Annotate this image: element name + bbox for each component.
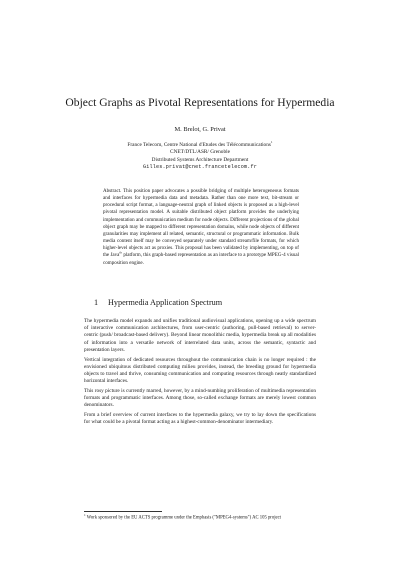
body-paragraph: Vertical integration of dedicated resources throughout the communication chain is no longer required : the envisioned ubiquitous distributed computing milieu provides, instead, the breeding ground for hypermedia objects to travel and thrive, consuming communication and computing resources through neatly standardized horizontal interfaces. [84, 356, 316, 385]
affiliation-line-3: Distributed Systems Architecture Department [151, 156, 249, 163]
abstract-text-2: platform, this graph-based representation as an interface to a prototype MPEG-4 visual composition engine. [103, 252, 299, 266]
affiliation-line-2: CNET/DTL/ASR/ Grenoble [170, 149, 230, 156]
affiliation-line-1 [40, 142, 360, 149]
affiliation-institution: France Telecom, Centre National d'Etudes des Télécommunications [127, 142, 271, 148]
body-paragraph: From a brief overview of current interfaces to the hypermedia galaxy, we try to lay down the specifications for what could be a pivotal format acting as a highest-common-denominator intermediary. [84, 412, 316, 426]
section-title: Hypermedia Application Spectrum [108, 298, 223, 307]
footnote-marker: 1 [270, 140, 273, 145]
body-paragraph: The hypermedia model expands and unifies traditional audiovisual applications, opening up a wide spectrum of interactive communication architectures, from user-centric (authoring, pull-based retrieval) to server-centric (push/ broadcast-based delivery). Beyond linear monolithic media, hypermedia break up all modalities of information into a versatile network of interrelated data units, across the semantic, syntactic and presentation layers. [84, 318, 316, 353]
body-paragraph: This rosy picture is currently marred, however, by a mind-numbing proliferation of multimedia representation formats and programmatic interfaces. Among those, so-called exchange formats are merely lowest common denominators. [84, 388, 316, 409]
author-email: Gilles.privat@cnet.francetelecom.fr [143, 164, 257, 171]
affiliation-block [40, 142, 360, 172]
footnote-text: Work sponsored by the EU ACTS programme under the Emphasis ("MPEG4-systems") AC 105 project [85, 515, 281, 521]
author-list: M. Brelot, G. Privat [174, 126, 226, 133]
footnote [84, 515, 316, 522]
abstract-text-1: Abstract. This position paper advocates a possible bridging of multiple heterogeneous formats and interfaces for hypermedia data and metadata. Rather than one more text, bit-stream or procedural script format, a language-neutral graph of linked objects is proposed as a high-level pivotal representation model. A suitable distributed object platform provides the underlying implementation and communication medium for node objects. Different projections of the global object graph may be mapped to different representation domains, while node objects of different granularities may implement all related, semantic, structural or programmatic information. Bulk media content itself may be conveyed separately under standard stream/file formats, for which higher-level objects act as proxies. This proposal has been validated by implementing, on top of the Java [103, 188, 299, 259]
section-number: 1 [94, 298, 99, 307]
section-heading [94, 298, 222, 308]
section-body [84, 318, 316, 429]
trademark-marker: tb [119, 250, 123, 255]
abstract [103, 188, 299, 267]
footnote-mark: 1 [84, 513, 86, 517]
footnote-divider [84, 511, 162, 512]
paper-title: Object Graphs as Pivotal Representations for Hypermedia [65, 96, 335, 109]
